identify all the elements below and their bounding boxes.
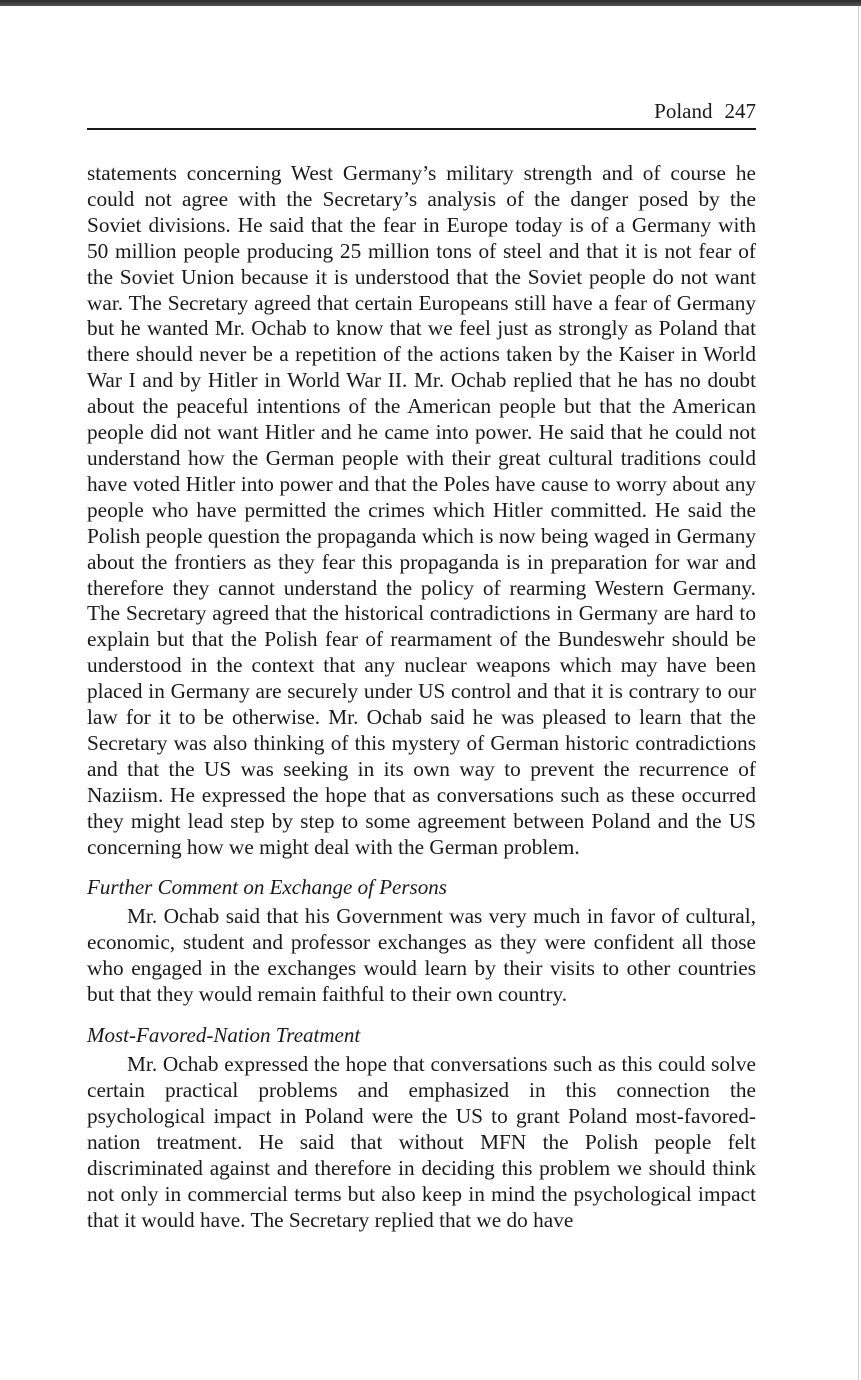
section-heading-mfn-treatment: Most-Favored-Nation Treatment	[87, 1023, 361, 1048]
page-content	[87, 161, 756, 1233]
body-paragraph-exchange: Mr. Ochab said that his Government was very much in favor of cultural, economic, student and professor exchanges as they were confident all those who engaged in the exchanges would learn by their visits to other countries but that they would remain faithful to their own country.	[87, 904, 756, 1007]
body-paragraph-mfn: Mr. Ochab expressed the hope that conversations such as this could solve certain practical problems and emphasized in this connection the psychological impact in Poland were the US to grant Poland most-favored-nation treatment. He said that without MFN the Polish people felt discriminated against and therefore in deciding this problem we should think not only in commercial terms but also keep in mind the psychological impact that it would have. The Secretary replied that we do have	[87, 1052, 756, 1232]
page-right-edge	[858, 6, 859, 1380]
page-top-border	[0, 0, 861, 6]
body-paragraph-continued: statements concerning West Germany’s military strength and of course he could not agree with the Secretary’s analysis of the danger posed by the Soviet divisions. He said that the fear in Europe today is of a Germany with 50 million people producing 25 million tons of steel and that it is not fear of the Soviet Union because it is understood that the Soviet people do not want war. The Secretary agreed that certain Europeans still have a fear of Germany but he wanted Mr. Ochab to know that we feel just as strongly as Poland that there should never be a repetition of the actions taken by the Kaiser in World War I and by Hitler in World War II. Mr. Ochab replied that he has no doubt about the peaceful intentions of the American people but that the American people did not want Hitler and he came into power. He said that he could not understand how the German people with their great cultural traditions could have voted Hitler into power and that the Poles have cause to worry about any people who have permitted the crimes which Hitler committed. He said the Polish people question the propaganda which is now being waged in Germany about the frontiers as they fear this propaganda is in preparation for war and therefore they cannot understand the policy of rearming Western Germany. The Secretary agreed that the historical contradictions in Germany are hard to explain but that the Polish fear of rearmament of the Bundeswehr should be understood in the context that any nuclear weapons which may have been placed in Germany are securely under US control and that it is contrary to our law for it to be otherwise. Mr. Ochab said he was pleased to learn that the Secretary was also thinking of this mystery of German historic contradictions and that the US was seeking in its own way to prevent the recurrence of Naziism. He expressed the hope that as conversations such as these occurred they might lead step by step to some agreement between Poland and the US concerning how we might deal with the German problem.	[87, 161, 756, 859]
running-head-title: Poland	[654, 99, 713, 123]
running-head	[87, 98, 756, 130]
page-number: 247	[724, 99, 756, 123]
section-heading-exchange-of-persons: Further Comment on Exchange of Persons	[87, 875, 447, 900]
